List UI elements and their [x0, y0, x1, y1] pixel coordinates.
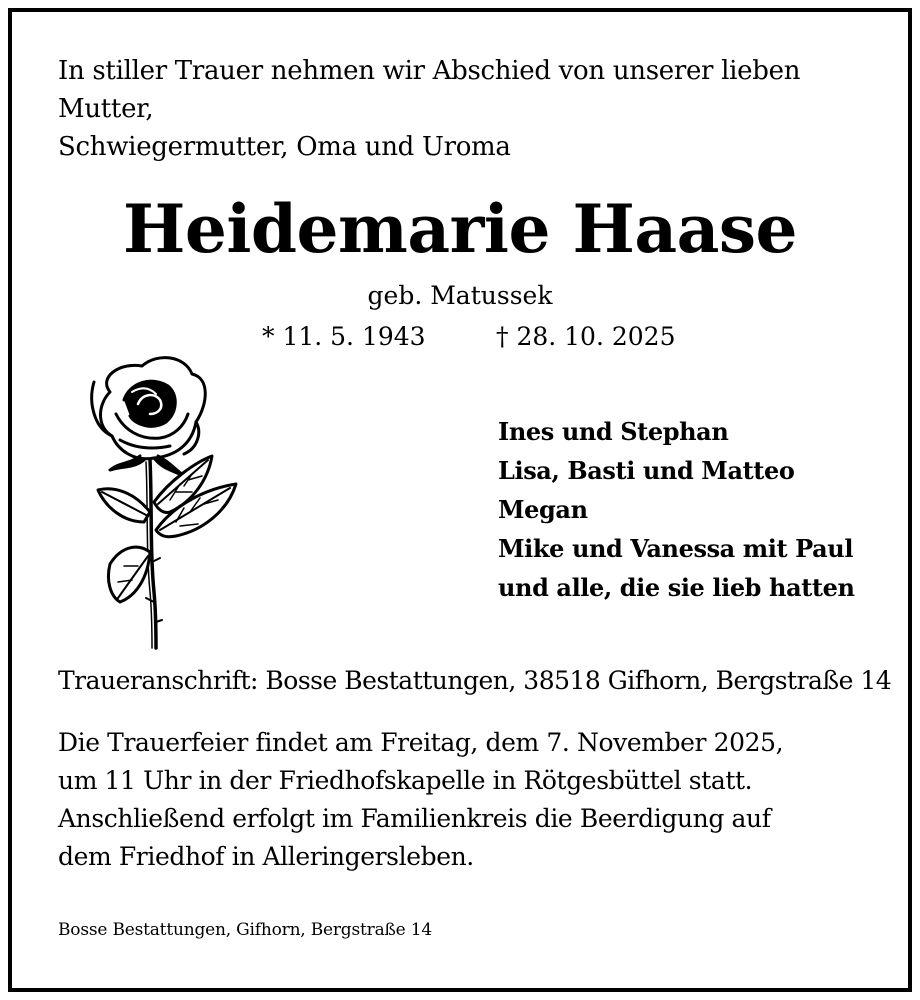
service-line: Anschließend erfolgt im Familienkreis die Beerdigung auf [58, 804, 771, 833]
birth-date: * 11. 5. 1943 [262, 322, 426, 351]
mourners-list [498, 412, 898, 607]
deceased-name: Heidemarie Haase [122, 190, 797, 268]
service-line: Die Trauerfeier findet am Freitag, dem 7. November 2025, [58, 728, 784, 757]
death-date: † 28. 10. 2025 [496, 322, 676, 351]
mourning-address: Traueranschrift: Bosse Bestattungen, 38518 Gifhorn, Bergstraße 14 [58, 666, 892, 695]
maiden-name: geb. Matussek [367, 281, 553, 310]
funeral-home-footer: Bosse Bestattungen, Gifhorn, Bergstraße 14 [58, 920, 432, 940]
service-line: dem Friedhof in Alleringersleben. [58, 842, 474, 871]
mourner-line: Lisa, Basti und Matteo [498, 456, 795, 485]
intro-text [58, 52, 878, 166]
mourner-line: Mike und Vanessa mit Paul [498, 534, 854, 563]
service-info [58, 724, 888, 876]
mourner-line: und alle, die sie lieb hatten [498, 573, 855, 602]
mourner-line: Ines und Stephan [498, 417, 729, 446]
service-line: um 11 Uhr in der Friedhofskapelle in Rötgesbüttel statt. [58, 766, 753, 795]
intro-line-2: Schwiegermutter, Oma und Uroma [58, 132, 511, 162]
rose-icon [80, 352, 250, 652]
mourner-line: Megan [498, 495, 588, 524]
intro-line-1: In stiller Trauer nehmen wir Abschied von unserer lieben Mutter, [58, 56, 801, 124]
